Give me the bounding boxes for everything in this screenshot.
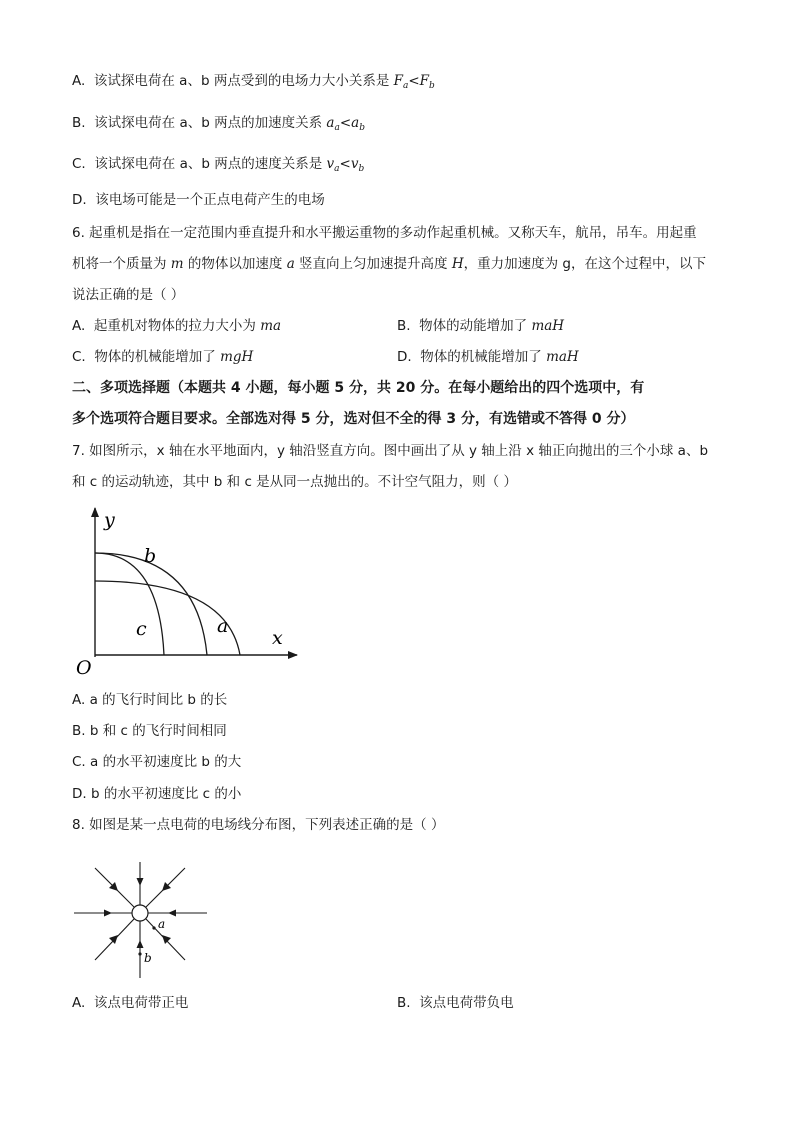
q6-stem-line1: 6. 起重机是指在一定范围内垂直提升和水平搬运重物的多动作起重机械。又称天车，航吊，吊车。用起重 bbox=[72, 225, 697, 241]
q7-option-c[interactable]: C. a 的水平初速度比 b 的大 bbox=[72, 754, 242, 770]
q5-option-c[interactable]: C. 该试探电荷在 a、b 两点的速度关系是 $v_a<v_b$ bbox=[72, 156, 365, 174]
curve-c-label: c bbox=[136, 618, 147, 640]
q5-option-b[interactable]: B. 该试探电荷在 a、b 两点的加速度关系 $a_a<a_b$ bbox=[72, 115, 365, 133]
q8-stem-line1: 8. 如图是某一点电荷的电场线分布图，下列表述正确的是（ ） bbox=[72, 817, 445, 833]
origin-label: O bbox=[76, 657, 92, 679]
point-a-marker bbox=[152, 926, 155, 929]
point-b-marker bbox=[138, 952, 141, 955]
arrow-bottom bbox=[137, 940, 144, 948]
q8-option-b[interactable]: B. 该点电荷带负电 bbox=[397, 995, 514, 1011]
section-heading-line1: 二、多项选择题（本题共 4 小题，每小题 5 分，共 20 分。在每小题给出的四个选项中，有 bbox=[72, 380, 645, 396]
point-b-label: b bbox=[144, 951, 152, 965]
q8-option-a[interactable]: A. 该点电荷带正电 bbox=[72, 995, 189, 1011]
q6-stem-line2: 机将一个质量为 m 的物体以加速度 a 竖直向上匀加速提升高度 H，重力加速度为 g，在这个过程中，以下 bbox=[72, 256, 707, 272]
arrow-top bbox=[137, 878, 144, 886]
q7-option-a[interactable]: A. a 的飞行时间比 b 的长 bbox=[72, 692, 228, 708]
q7-trajectory-figure bbox=[66, 502, 306, 682]
arrow-right bbox=[168, 910, 176, 917]
x-axis-label: x bbox=[272, 627, 283, 649]
q6-option-c[interactable]: C. 物体的机械能增加了 mgH bbox=[72, 349, 254, 365]
q8-field-lines-figure bbox=[68, 858, 214, 982]
q6-option-b[interactable]: B. 物体的动能增加了 maH bbox=[397, 318, 565, 334]
q6-option-a[interactable]: A. 起重机对物体的拉力大小为 ma bbox=[72, 318, 282, 334]
arrow-left bbox=[104, 910, 112, 917]
point-a-label: a bbox=[158, 917, 166, 931]
q7-option-d[interactable]: D. b 的水平初速度比 c 的小 bbox=[72, 786, 242, 802]
y-axis-label: y bbox=[104, 509, 115, 531]
point-charge bbox=[132, 905, 148, 921]
curve-b-label: b bbox=[144, 545, 157, 567]
q5-option-a[interactable]: A. 该试探电荷在 a、b 两点受到的电场力大小关系是 $F_a<F_b$ bbox=[72, 73, 435, 91]
arrow-bottom-left bbox=[109, 935, 118, 944]
arrow-bottom-right bbox=[162, 935, 171, 944]
trajectory-b bbox=[95, 553, 207, 655]
q6-option-d[interactable]: D. 物体的机械能增加了 maH bbox=[397, 349, 579, 365]
q5-option-d[interactable]: D. 该电场可能是一个正点电荷产生的电场 bbox=[72, 192, 325, 208]
q7-stem-line2: 和 c 的运动轨迹，其中 b 和 c 是从同一点抛出的。不计空气阻力，则（ ） bbox=[72, 474, 517, 490]
section-heading-line2: 多个选项符合题目要求。全部选对得 5 分，选对但不全的得 3 分，有选错或不答得 0 分） bbox=[72, 411, 635, 427]
curve-a-label: a bbox=[217, 615, 229, 637]
q7-stem-line1: 7. 如图所示，x 轴在水平地面内，y 轴沿竖直方向。图中画出了从 y 轴上沿 x 轴正向抛出的三个小球 a、b bbox=[72, 443, 709, 459]
trajectory-c bbox=[95, 553, 164, 655]
q6-stem-line3: 说法正确的是（ ） bbox=[72, 287, 185, 303]
q7-option-b[interactable]: B. b 和 c 的飞行时间相同 bbox=[72, 723, 227, 739]
